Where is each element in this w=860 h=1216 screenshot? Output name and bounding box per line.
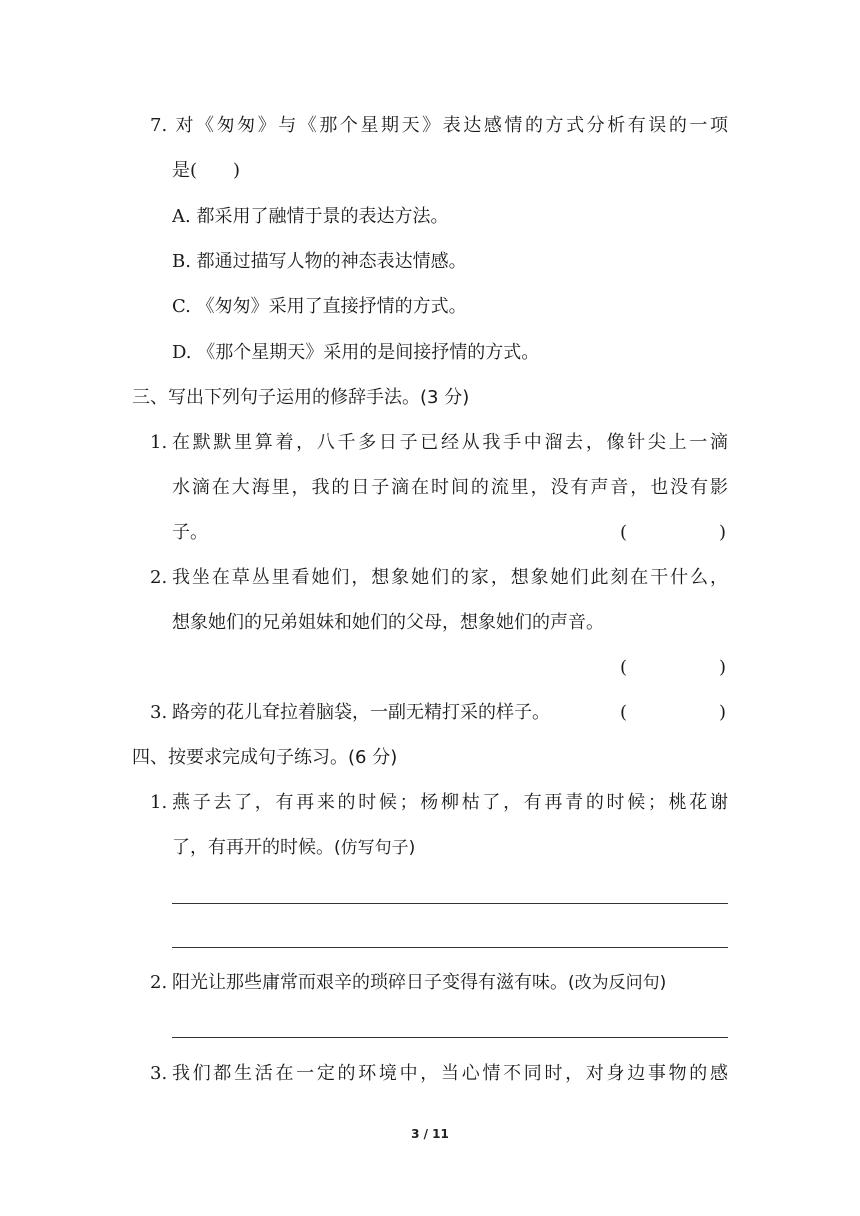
s4-item1-line2	[172, 835, 415, 861]
s4-item1-answer-line-2[interactable]	[172, 947, 728, 948]
s3-item1-answer-blank[interactable]	[620, 520, 726, 546]
s3-item1-number: 1.	[150, 432, 168, 453]
section4-title: 四、按要求完成句子练习。(6 分)	[132, 747, 398, 768]
s4-item1-line1: 燕子去了，有再来的时候；杨柳枯了，有再青的时候；桃花谢	[172, 792, 728, 813]
s4-item2-answer-line[interactable]	[172, 1037, 728, 1038]
s4-item2-text: 阳光让那些庸常而艰辛的琐碎日子变得有滋有味。	[172, 972, 568, 993]
s3-item3-answer-blank[interactable]	[620, 700, 726, 726]
page-number: 3 / 11	[411, 1127, 449, 1141]
s4-item2-instruction: (改为反问句)	[568, 973, 667, 993]
s3-item1-line2: 水滴在大海里，我的日子滴在时间的流里，没有声音，也没有影	[172, 477, 728, 498]
s4-item1-number: 1.	[150, 792, 168, 813]
s3-item1-line3: 子。	[172, 522, 208, 543]
q7-option-b: B. 都通过描写人物的神态表达情感。	[172, 251, 467, 272]
s4-item2-number: 2.	[150, 972, 168, 993]
q7-option-c: C. 《匆匆》采用了直接抒情的方式。	[172, 296, 467, 317]
paren-open: (	[620, 702, 628, 723]
s3-item3-number: 3.	[150, 702, 168, 723]
s3-item2-answer-blank[interactable]	[620, 655, 726, 681]
paren-open: (	[620, 522, 628, 543]
q7-option-d: D. 《那个星期天》采用的是间接抒情的方式。	[172, 342, 540, 363]
s3-item2-line2: 想象她们的兄弟姐妹和她们的父母，想象她们的声音。	[172, 612, 604, 633]
s3-item2-line1: 我坐在草丛里看她们，想象她们的家，想象她们此刻在干什么，	[172, 567, 728, 588]
paren-open: (	[620, 657, 628, 678]
paren-close: )	[718, 702, 726, 723]
paren-close: )	[718, 657, 726, 678]
s4-item1-answer-line-1[interactable]	[172, 903, 728, 904]
s4-item3-number: 3.	[150, 1063, 168, 1084]
q7-option-a: A. 都采用了融情于景的表达方法。	[172, 206, 449, 227]
s4-item1-line2-text: 了，有再开的时候。	[172, 837, 334, 858]
s4-item2-line1	[172, 970, 666, 996]
s3-item1-line1: 在默默里算着，八千多日子已经从我手中溜去，像针尖上一滴	[172, 432, 728, 453]
q7-stem-line2: 是( )	[172, 160, 241, 181]
q7-stem-line1: 7. 对《匆匆》与《那个星期天》表达感情的方式分析有误的一项	[150, 115, 728, 136]
s3-item3-line1: 路旁的花儿耷拉着脑袋，一副无精打采的样子。	[172, 702, 550, 723]
section3-title: 三、写出下列句子运用的修辞手法。(3 分)	[132, 387, 470, 408]
paren-close: )	[718, 522, 726, 543]
s4-item1-instruction: (仿写句子)	[334, 838, 416, 858]
s4-item3-line1: 我们都生活在一定的环境中，当心情不同时，对身边事物的感	[172, 1063, 728, 1084]
s3-item2-number: 2.	[150, 567, 168, 588]
